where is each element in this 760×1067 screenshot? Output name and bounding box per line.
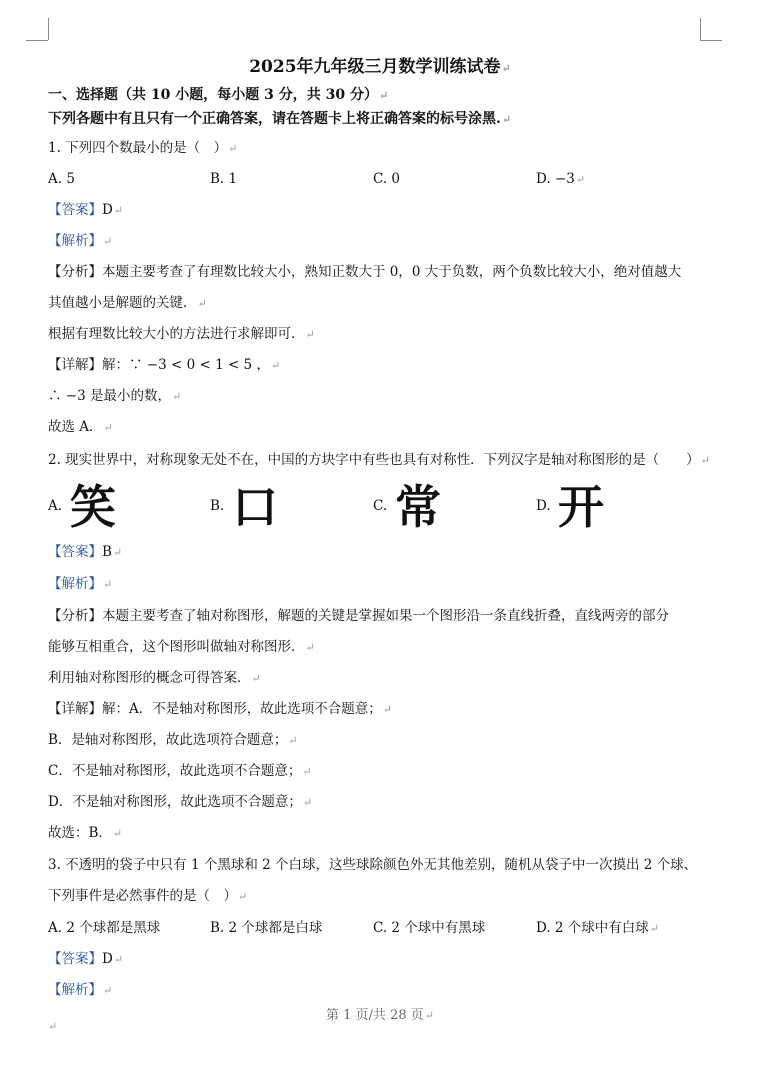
q2-option-c-char: 常 <box>395 480 441 534</box>
q1-detail-1-text: 解：∵ −3 < 0 < 1 < 5 ， <box>102 357 270 373</box>
q1-stem-text: 1. 下列四个数最小的是（ ） <box>48 140 228 156</box>
q2-stem <box>48 451 710 470</box>
q2-detail-3 <box>48 762 312 781</box>
q2-method <box>48 669 261 688</box>
q2-option-b <box>210 480 340 534</box>
detail-tag: 【详解】 <box>48 357 102 373</box>
q1-answer <box>48 201 123 220</box>
q3-stem-2-text: 下列事件是必然事件的是（ ） <box>48 888 237 904</box>
return-mark: ↵ <box>112 546 123 559</box>
q2-detail-4 <box>48 793 312 812</box>
crop-mark-top-left <box>48 18 49 40</box>
q1-detail-1 <box>48 356 280 375</box>
q2-option-b-label: B. <box>210 498 225 514</box>
q3-option-a: A. 2 个球都是黑球 <box>48 920 161 936</box>
return-mark: ↵ <box>103 578 113 591</box>
analysis-tag: 【解析】 <box>48 982 102 998</box>
q1-conclusion-text: 故选 A． <box>48 419 103 435</box>
return-mark: ↵ <box>171 390 182 403</box>
answer-tag: 【答案】 <box>48 951 102 967</box>
q2-fenxi-1 <box>48 607 669 625</box>
q3-stem-1 <box>48 856 697 874</box>
return-mark: ↵ <box>228 142 238 155</box>
q2-stem-text: 2. 现实世界中，对称现象无处不在，中国的方块字中有些也具有对称性．下列汉字是轴对称图形的是（ ） <box>48 452 700 468</box>
q1-analysis <box>48 232 112 251</box>
section-instruction-text: 下列各题中有且只有一个正确答案，请在答题卡上将正确答案的标号涂黑. <box>48 111 501 127</box>
q2-option-c-label: C. <box>373 498 388 514</box>
return-mark: ↵ <box>103 984 113 997</box>
q1-method-text: 根据有理数比较大小的方法进行求解即可． <box>48 326 305 342</box>
q3-stem-2 <box>48 887 247 906</box>
q2-detail-4-text: D．不是轴对称图形，故此选项不合题意； <box>48 794 302 810</box>
return-mark: ↵ <box>424 1009 434 1022</box>
return-mark: ↵ <box>302 765 312 778</box>
q1-fenxi-1 <box>48 263 681 281</box>
q2-option-c <box>373 480 503 534</box>
q1-conclusion <box>48 418 113 437</box>
q2-conclusion <box>48 824 122 843</box>
return-mark: ↵ <box>103 421 113 434</box>
paragraph-mark: ↵ <box>48 1020 58 1033</box>
detail-tag: 【详解】 <box>48 701 102 717</box>
q2-option-d-label: D. <box>536 498 551 514</box>
q2-fenxi-2-text: 能够互相重合，这个图形叫做轴对称图形． <box>48 639 305 655</box>
answer-tag: 【答案】 <box>48 544 102 560</box>
q1-method <box>48 325 315 344</box>
q1-detail-2 <box>48 387 181 406</box>
return-mark: ↵ <box>251 672 261 685</box>
q1-detail-2-text: ∴ −3 是最小的数， <box>48 388 171 404</box>
q2-analysis <box>48 575 112 594</box>
q3-option-d-text: D. 2 个球中有白球 <box>536 920 649 936</box>
q2-detail-2 <box>48 731 298 750</box>
section-heading-text: 一、选择题（共 10 小题，每小题 3 分，共 30 分） <box>48 87 378 103</box>
crop-mark-top-right <box>700 40 722 41</box>
q1-options <box>48 170 712 188</box>
q2-option-d <box>536 480 676 534</box>
q2-option-d-char: 开 <box>558 480 604 534</box>
section-heading <box>48 86 388 105</box>
analysis-tag: 【解析】 <box>48 233 102 249</box>
q2-fenxi-2 <box>48 638 315 657</box>
q2-fenxi-1-text: 本题主要考查了轴对称图形，解题的关键是掌握如果一个图形沿一条直线折叠，直线两旁的部分 <box>102 608 669 624</box>
q2-option-a-char: 笑 <box>70 480 116 534</box>
q3-option-d <box>536 919 659 938</box>
q2-option-b-char: 口 <box>232 480 278 534</box>
return-mark: ↵ <box>700 454 710 467</box>
q1-option-d <box>536 170 585 189</box>
return-mark: ↵ <box>305 328 315 341</box>
q2-option-a-label: A. <box>48 498 63 514</box>
q1-option-d-text: D. −3 <box>536 171 575 187</box>
q3-option-c: C. 2 个球中有黑球 <box>373 920 486 936</box>
q2-detail-3-text: C．不是轴对称图形，故此选项不合题意； <box>48 763 302 779</box>
return-mark: ↵ <box>575 173 586 186</box>
page-footer <box>48 1004 712 1023</box>
q2-options <box>48 480 712 534</box>
return-mark: ↵ <box>113 204 124 217</box>
q3-options <box>48 919 712 937</box>
q1-option-c: C. 0 <box>373 171 401 187</box>
q2-answer <box>48 543 122 562</box>
return-mark: ↵ <box>302 796 313 809</box>
answer-tag: 【答案】 <box>48 202 102 218</box>
q2-option-a <box>48 480 178 534</box>
fenxi-tag: 【分析】 <box>48 264 102 280</box>
q1-fenxi-1-text: 本题主要考查了有理数比较大小，熟知正数大于 0，0 大于负数，两个负数比较大小，绝对值越大 <box>102 264 682 280</box>
q3-stem-1-text: 3. 不透明的袋子中只有 1 个黑球和 2 个白球，这些球除颜色外无其他差别，随机从袋子中一次摸出 2 个球、 <box>48 857 698 873</box>
q2-detail-1-text: 解：A．不是轴对称图形，故此选项不合题意； <box>102 701 382 717</box>
return-mark: ↵ <box>378 89 389 102</box>
return-mark: ↵ <box>113 953 124 966</box>
return-mark: ↵ <box>270 359 281 372</box>
q3-answer-value: D <box>102 951 113 967</box>
q2-method-text: 利用轴对称图形的概念可得答案． <box>48 670 251 686</box>
return-mark: ↵ <box>382 703 392 716</box>
q3-answer <box>48 950 123 969</box>
q1-fenxi-2 <box>48 294 207 313</box>
crop-mark-top-left <box>26 40 48 41</box>
q3-option-b: B. 2 个球都是白球 <box>210 920 323 936</box>
return-mark: ↵ <box>501 62 511 75</box>
return-mark: ↵ <box>238 890 248 903</box>
section-instruction <box>48 110 511 129</box>
page-title <box>48 52 712 77</box>
return-mark: ↵ <box>649 922 660 935</box>
crop-mark-top-right <box>700 18 701 40</box>
q2-detail-2-text: B．是轴对称图形，故此选项符合题意； <box>48 732 288 748</box>
fenxi-tag: 【分析】 <box>48 608 102 624</box>
q1-answer-value: D <box>102 202 113 218</box>
q1-fenxi-2-text: 其值越小是解题的关键． <box>48 295 197 311</box>
return-mark: ↵ <box>288 734 298 747</box>
q2-detail-1 <box>48 700 392 719</box>
return-mark: ↵ <box>501 113 512 126</box>
q3-analysis <box>48 981 112 1000</box>
return-mark: ↵ <box>103 235 113 248</box>
page-number: 第 1 页/共 28 页 <box>326 1008 424 1023</box>
q2-answer-value: B <box>102 544 112 560</box>
return-mark: ↵ <box>197 297 207 310</box>
title-text: 2025年九年级三月数学训练试卷 <box>249 57 501 77</box>
q2-conclusion-text: 故选：B． <box>48 825 112 841</box>
q1-option-a: A. 5 <box>48 171 75 187</box>
return-mark: ↵ <box>305 641 315 654</box>
q1-option-b: B. 1 <box>210 171 238 187</box>
analysis-tag: 【解析】 <box>48 576 102 592</box>
return-mark: ↵ <box>112 827 123 840</box>
q1-stem <box>48 139 237 158</box>
